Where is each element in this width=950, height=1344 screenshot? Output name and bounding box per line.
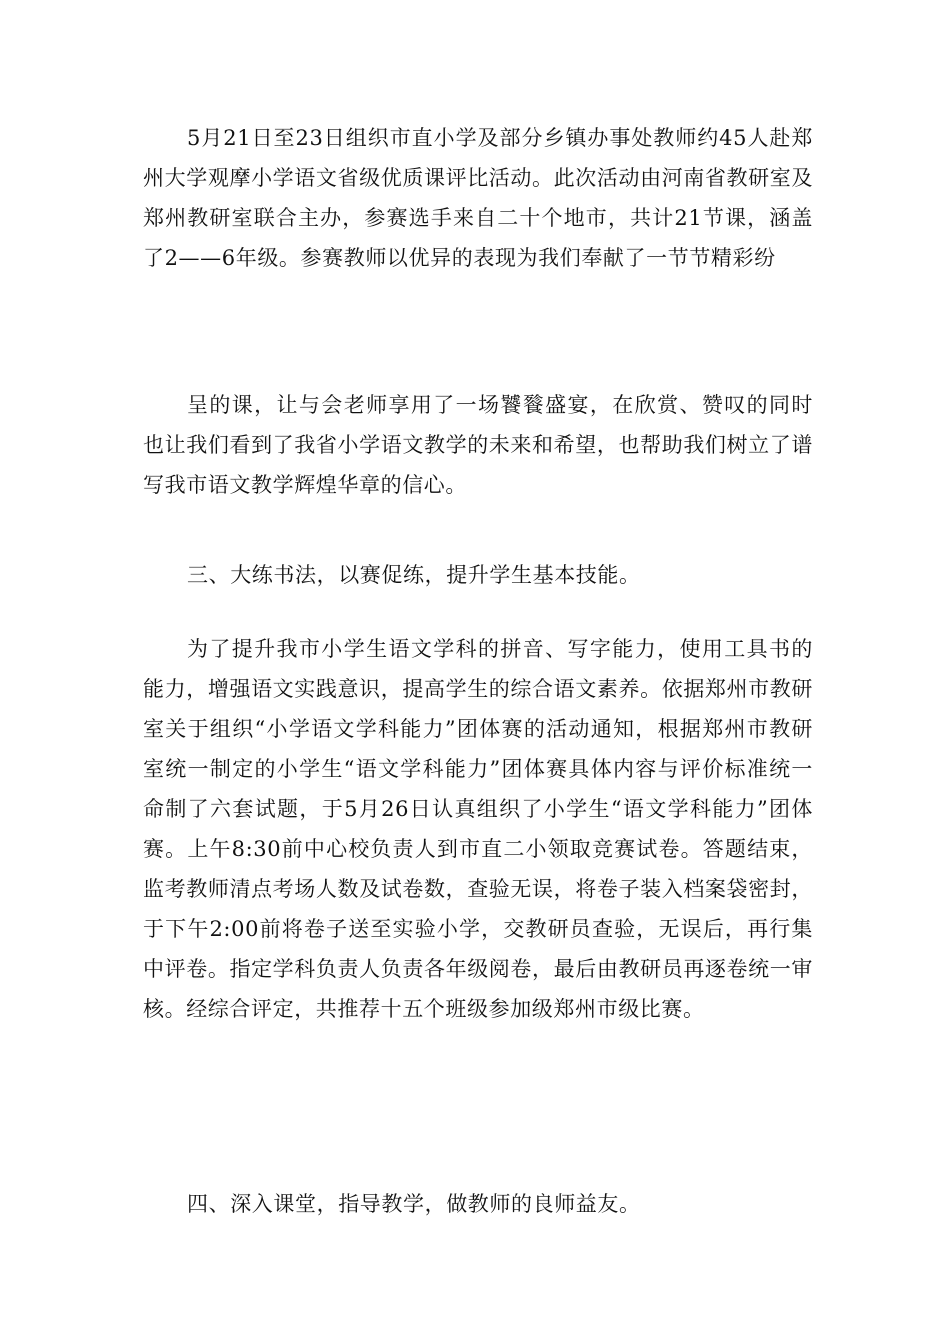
paragraph-activity-continuation: 呈的课，让与会老师享用了一场饕餮盛宴，在欣赏、赞叹的同时也让我们看到了我省小学语文教学的未来和希望，也帮助我们树立了谱写我市语文教学辉煌华章的信心。 [143, 393, 813, 497]
paragraph-activity-observation: 5月21日至23日组织市直小学及部分乡镇办事处教师约45人赴郑州大学观摩小学语文省级优质课评比活动。此次活动由河南省教研室及郑州教研室联合主办，参赛选手来自二十个地市，共计21节课，涵盖了2——6年级。参赛教师以优异的表现为我们奉献了一节节精彩纷 [143, 126, 813, 270]
paragraph-competition-details: 为了提升我市小学生语文学科的拼音、写字能力，使用工具书的能力，增强语文实践意识，提高学生的综合语文素养。依据郑州市教研室关于组织“小学语文学科能力”团体赛的活动通知，根据郑州市教研室统一制定的小学生“语文学科能力”团体赛具体内容与评价标准统一命制了六套试题，于5月26日认真组织了小学生“语文学科能力”团体赛。上午8:30前中心校负责人到市直二小领取竞赛试卷。答题结束，监考教师清点考场人数及试卷数，查验无误，将卷子装入档案袋密封，于下午2:00前将卷子送至实验小学，交教研员查验，无误后，再行集中评卷。指定学科负责人负责各年级阅卷，最后由教研员再逐卷统一审核。经综合评定，共推荐十五个班级参加级郑州市级比赛。 [143, 637, 813, 1021]
section-heading-classroom: 四、深入课堂，指导教学，做教师的良师益友。 [187, 1192, 641, 1216]
section-heading-calligraphy: 三、大练书法，以赛促练，提升学生基本技能。 [187, 563, 641, 587]
